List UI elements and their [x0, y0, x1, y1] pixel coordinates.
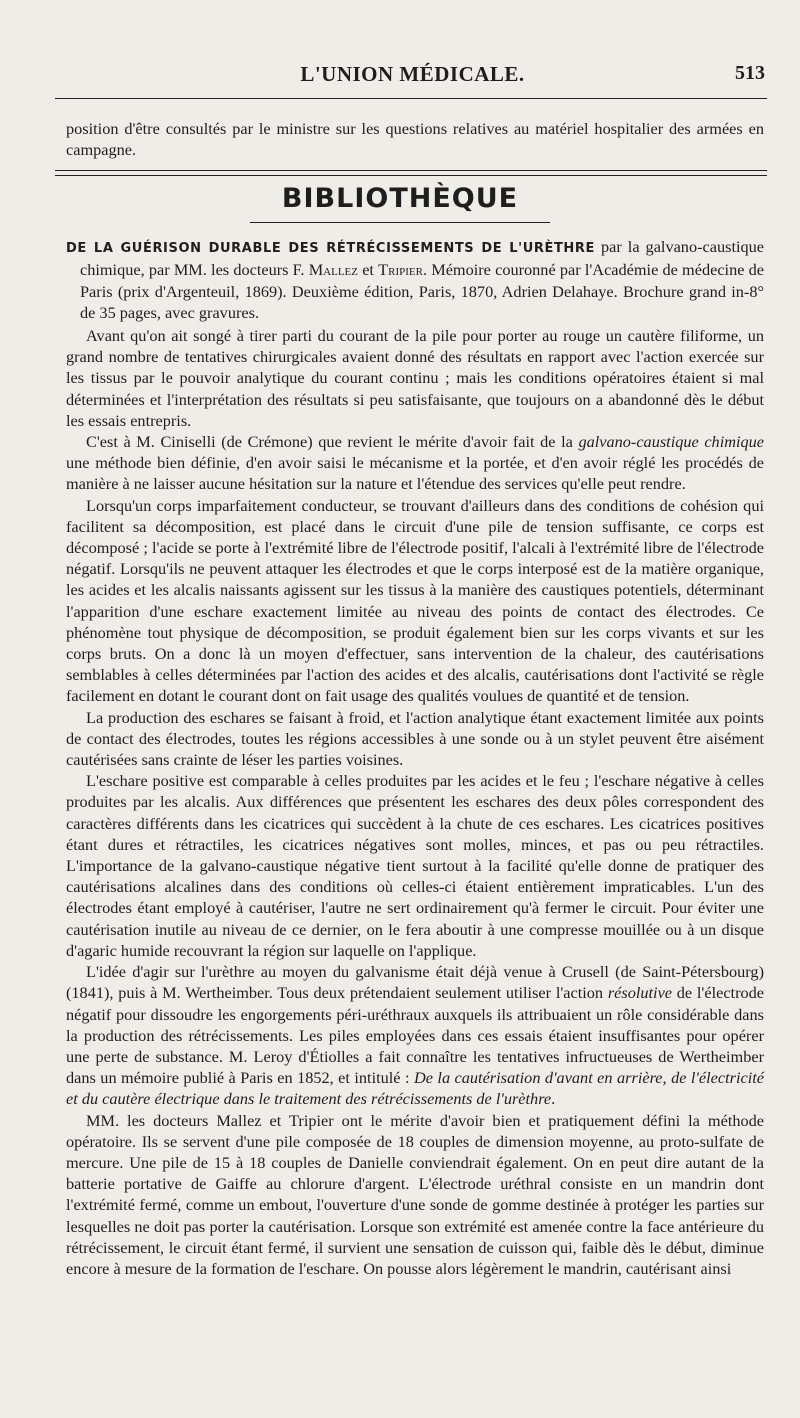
paragraph: L'eschare positive est comparable à celles produites par les acides et le feu ; l'eschare négative à celles produites par les alcalis. Aux différences que présentent les eschares des deux pôles correspondent des caractères différents dans les cicatrices qui succèdent à la chute de ces eschares. Les cicatrices positives étant dures et rétractiles, les cicatrices négatives sont molles, minces, et pas ou peu rétractiles. L'importance de la galvano-caustique négative tient surtout à la facilité qu'elle donne de pratiquer des cautérisations alcalines dans des conditions où celles-ci étaient entièrement impraticables. L'un des électrodes étant employé à cautériser, l'autre ne sert ordinairement qu'à fermer le circuit. Pour éviter une cautérisation inutile au niveau de ce dernier, on le fera aboutir à une compresse mouillée ou à un disque d'agaric humide recouvrant la région sur laquelle on l'applique. — [66, 771, 764, 960]
section-rule-bottom — [250, 222, 550, 223]
paragraph: La production des eschares se faisant à froid, et l'action analytique étant exactement limitée aux points de contact des électrodes, toutes les régions accessibles à une sonde ou à un stylet peuvent être aisément cautérisées sans crainte de léser les parties voisines. — [66, 707, 764, 770]
continuation-text: position d'être consultés par le ministre sur les questions relatives au matériel hospitalier des armées en campagne. — [66, 119, 764, 160]
page-header — [60, 62, 765, 88]
continuation-paragraph — [66, 118, 764, 160]
paragraph — [66, 961, 764, 1109]
header-rule — [55, 98, 767, 99]
article-body — [66, 325, 764, 1279]
author-name: Mallez — [308, 260, 359, 280]
paragraph: Avant qu'on ait songé à tirer parti du courant de la pile pour porter au rouge un cautère filiforme, un grand nombre de tentatives chirurgicales avaient donné des résultats en rapport avec l'action exercée sur les tissus par le pouvoir analytique du courant continu ; mais les conditions opératoires étaient si mal déterminées et l'interprétation des résultats si peu satisfaisante, que toujours on a abandonné dès le début les essais entrepris. — [66, 326, 764, 430]
book-citation — [66, 236, 764, 324]
italic-title: De la cautérisation d'avant en arrière, de l'électricité et du cautère électrique dans le traitement des rétrécissements de l'urèthre — [66, 1068, 764, 1109]
text-run: de l'électrode négatif pour dissoudre les engorgements péri-uréthraux auxquels ils attribuaient un rôle considérable dans la production des rétrécissements. Les piles employées dans ces essais étaient insuffisantes pour opérer une perte de substance. M. Leroy d'Étiolles a fait connaître les tentatives infructueuses de Wertheimber dans un mémoire publié à Paris en 1852, et intitulé : — [66, 983, 764, 1088]
page-number: 513 — [735, 62, 765, 84]
book-review-entry — [66, 236, 764, 324]
book-title: DE LA GUÉRISON DURABLE DES RÉTRÉCISSEMENTS DE L'URÈTHRE — [66, 241, 595, 256]
italic-term: galvano-caustique chimique — [578, 432, 765, 452]
running-title: L'UNION MÉDICALE. — [300, 62, 525, 86]
paragraph — [66, 431, 764, 495]
author-name: Tripier — [378, 260, 423, 280]
paragraph: Lorsqu'un corps imparfaitement conducteur, se trouvant d'ailleurs dans des conditions de cohésion qui facilitent sa décomposition, est placé dans le circuit d'une pile de tension suffisante, ce corps est décomposé ; l'acide se porte à l'extrémité libre de l'électrode positif, l'alcali à l'extrémité libre de l'électrode négatif. Lorsqu'ils ne peuvent attaquer les électrodes et que le corps interposé est de la matière organique, les acides et les alcalis naissants agissent sur les tissus à la manière des caustiques potentiels, déterminant l'apparition d'une eschare exactement limitée au niveau des points de contact des électrodes. Ce phénomène tout physique de décomposition, se produit également bien sur les corps vivants et sur les corps bruts. On a donc là un moyen d'effectuer, sans intervention de la chaleur, des cautérisations semblables à celles déterminées par l'action des acides et des alcalis, cautérisations dont l'activité se règle facilement en dotant le courant dont on fait usage des qualités voulues de quantité et de tension. — [66, 495, 764, 706]
text-run: L'idée d'agir sur l'urèthre au moyen du galvanisme était déjà venue à Crusell (de Saint-Pétersbourg) (1841), puis à M. Wertheimber. Tous deux prétendaient seulement utiliser l'action — [66, 962, 764, 1003]
citation-part: . Mémoire couronné par l'Académie de médecine de Paris (prix d'Argenteuil, 1869). Deuxième édition, Paris, 1870, Adrien Delahaye. Brochure grand in-8° de 35 pages, avec gravures. — [80, 260, 764, 323]
citation-part: par la galvano-caustique chimique, par MM. les docteurs F. — [80, 237, 764, 280]
italic-term: résolutive — [607, 983, 673, 1003]
section-rule-top-thin — [55, 175, 767, 176]
section-rule-top — [55, 170, 767, 171]
text-run: une méthode bien définie, d'en avoir saisi le mécanisme et la portée, et d'en avoir réglé les procédés de manière à ne laisser aucune hésitation sur la nature et l'étendue des services qu'elle peut rendre. — [66, 453, 764, 494]
text-run: . — [551, 1089, 556, 1109]
paragraph: MM. les docteurs Mallez et Tripier ont le mérite d'avoir bien et pratiquement défini la méthode opératoire. Ils se servent d'une pile composée de 18 couples de dimension moyenne, au proto-sulfate de mercure. Une pile de 15 à 18 couples de Danielle conviendrait également. On en peut dire autant de la batterie portative de Gaiffe au chlorure d'argent. L'électrode uréthral consiste en un mandrin dont l'extrémité fermé, comme un embout, l'ouverture d'une sonde de gomme destinée à protéger les parties sur lesquelles ne doit pas porter la cautérisation. Lorsque son extrémité est amenée contre la face antérieure du rétrécissement, le circuit étant fermé, il survient une sensation de cuisson qui, faible dès le début, diminue encore à mesure de la formation de l'eschare. On pousse alors légèrement le mandrin, cautérisant ainsi — [66, 1110, 764, 1278]
text-run: C'est à M. Ciniselli (de Crémone) que revient le mérite d'avoir fait de la — [86, 432, 579, 452]
citation-part: et — [358, 260, 379, 280]
section-heading: BIBLIOTHÈQUE — [281, 183, 519, 214]
